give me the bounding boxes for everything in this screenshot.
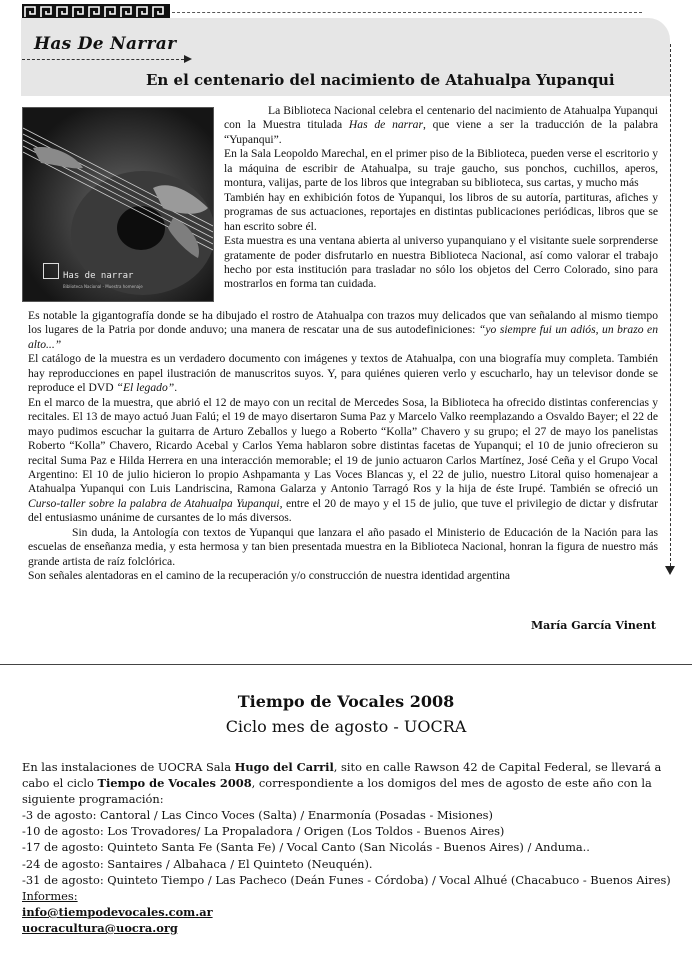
paragraph: El catálogo de la muestra es un verdadero documento con imágenes y textos de Atahualpa, con una biografía muy completa. También hay reproducciones en papel ilustración de manuscritos suyos. Y, para quiénes quieren verlo y escucharlo, hay un televisor donde se reproduce el DVD “El legado”. xyxy=(28,352,658,395)
email-link[interactable] xyxy=(22,904,672,920)
event-intro: En las instalaciones de UOCRA Sala Hugo del Carril, sito en calle Rawson 42 de Capital Federal, se llevará a cabo el ciclo Tiempo de Vocales 2008, correspondiente a los domigos del mes de agosto de este año con la siguiente programación: xyxy=(22,760,662,807)
section-title-dashed-rule xyxy=(22,59,184,60)
email-link-info[interactable]: info@tiempodevocales.com.ar xyxy=(22,904,213,919)
paragraph: En la Sala Leopoldo Marechal, en el primer piso de la Biblioteca, pueden verse el escritorio y la máquina de escribir de Atahualpa, su traje gaucho, sus ponchos, cuchillos, aperos, montura, valijas, parte de los libros que integraban su biblioteca, sus cartas, y mucho más xyxy=(224,147,658,190)
right-dashed-rule xyxy=(670,44,671,566)
article-author: María García Vinent xyxy=(531,619,656,632)
event-title: Tiempo de Vocales 2008 xyxy=(237,692,455,711)
arrow-right-icon xyxy=(184,55,192,63)
paragraph: Son señales alentadoras en el camino de la recuperación y/o construcción de nuestra identidad argentina xyxy=(28,569,511,583)
email-link[interactable] xyxy=(22,920,672,936)
paragraph: La Biblioteca Nacional celebra el centenario del nacimiento de Atahualpa Yupanqui con la Muestra titulada Has de narrar, que viene a ser la traducción de la palabra “Yupanqui”. xyxy=(224,104,658,146)
top-dashed-rule xyxy=(172,12,642,13)
paragraph: En el marco de la muestra, que abrió el 12 de mayo con un recital de Mercedes Sosa, la Biblioteca ha ofrecido distintas conferencias y recitales. El 13 de mayo actuó Juan Falú; el 19 de mayo disertaron Suma Paz y Marcelo Valko reemplazando a Osvaldo Bayer; el 22 de mayo pudimos escuchar la guitarra de Arturo Zeballos y luego a Roberto “Kolla” Chavero y su grupo; el 27 de mayo los panelistas Roberto “Kolla” Chavero, Ricardo Acebal y Carlos Yema hablaron sobre distintas facetas de Yupanqui; el 10 de junio ofrecieron su recital Suma Paz e Hilda Herrera en una interacción memorable; el 19 de junio actuaron Carlos Martínez, José Ceña y el Grupo Vocal Argentino: El 10 de julio hicieron lo propio Ashpamanta y Las Voces Blancas y, el 22 de julio, nuestro Litoral quiso homenajear a Atahualpa Yupanqui con Luis Landriscina, Ramona Galarza y Antonio Tarragó Ros y la hija de éste Irupé. También se ofreció un Curso-taller sobre la palabra de Atahualpa Yupanqui, entre el 20 de mayo y el 15 de julio, que tuve el privilegio de dictar y disfrutar del entusiasmo unánime de cursantes de lo más diversos. xyxy=(28,395,658,525)
seal-icon xyxy=(43,263,59,279)
album-cover-image xyxy=(22,107,214,302)
article-text-beside-image xyxy=(224,104,658,292)
article-text-full-width xyxy=(28,309,658,584)
section-divider xyxy=(0,664,692,665)
paragraph: También hay en exhibición fotos de Yupanqui, los libros de su autoría, partituras, afiches y programas de sus actuaciones, reportajes en distintas publicaciones periódicas, libros que se han escrito sobre él. xyxy=(224,190,658,233)
cover-title: Has de narrar xyxy=(63,271,134,281)
schedule-item: -3 de agosto: Cantoral / Las Cinco Voces (Salta) / Enarmonía (Posadas - Misiones) xyxy=(22,808,493,823)
paragraph: Esta muestra es una ventana abierta al universo yupanquiano y el visitante suele sorprenderse gratamente de poder disfrutarlo en nuestra Biblioteca Nacional, así como valorar el trabajo hecho por esta institución para trasladar no sólo los objetos del Cerro Colorado, sino para mostrarlos en forma tan cuidada. xyxy=(224,234,658,291)
article-headline: En el centenario del nacimiento de Atahualpa Yupanqui xyxy=(146,71,615,89)
event-subtitle: Ciclo mes de agosto - UOCRA xyxy=(225,717,467,736)
event-text xyxy=(22,759,672,936)
schedule-item: -10 de agosto: Los Trovadores/ La Propaladora / Origen (Los Toldos - Buenos Aires) xyxy=(22,824,505,839)
paragraph: Es notable la gigantografía donde se ha dibujado el rostro de Atahualpa con trazos muy delicados que van señalando al mismo tiempo los lugares de la Patria por donde anduvo; una manera de rescatar una de sus autodefiniciones: “yo siempre fui un adiós, un brazo en alto...” xyxy=(28,309,658,351)
informes-label: Informes: xyxy=(22,888,78,903)
email-link-uocra[interactable]: uocracultura@uocra.org xyxy=(22,920,178,935)
schedule-item: -17 de agosto: Quinteto Santa Fe (Santa Fe) / Vocal Canto (San Nicolás - Buenos Aires) / Anduma.. xyxy=(22,840,590,855)
paragraph: Sin duda, la Antología con textos de Yupanqui que lanzara el año pasado el Ministerio de Educación de la Nación para las escuelas de enseñanza media, y esta hermosa y tan bien presentada muestra en la Biblioteca Nacional, honran la figura de nuestro más grande artista de raíz folclórica. xyxy=(28,525,658,568)
section-title: Has De Narrar xyxy=(34,34,177,54)
schedule-item: -24 de agosto: Santaires / Albahaca / El Quinteto (Neuquén). xyxy=(22,856,373,871)
schedule-item: -31 de agosto: Quinteto Tiempo / Las Pacheco (Deán Funes - Córdoba) / Vocal Alhué (Chacabuco - Buenos Aires) xyxy=(22,872,671,887)
arrow-down-icon xyxy=(665,566,675,575)
cover-subtitle: Biblioteca Nacional - Muestra homenaje xyxy=(63,284,143,289)
